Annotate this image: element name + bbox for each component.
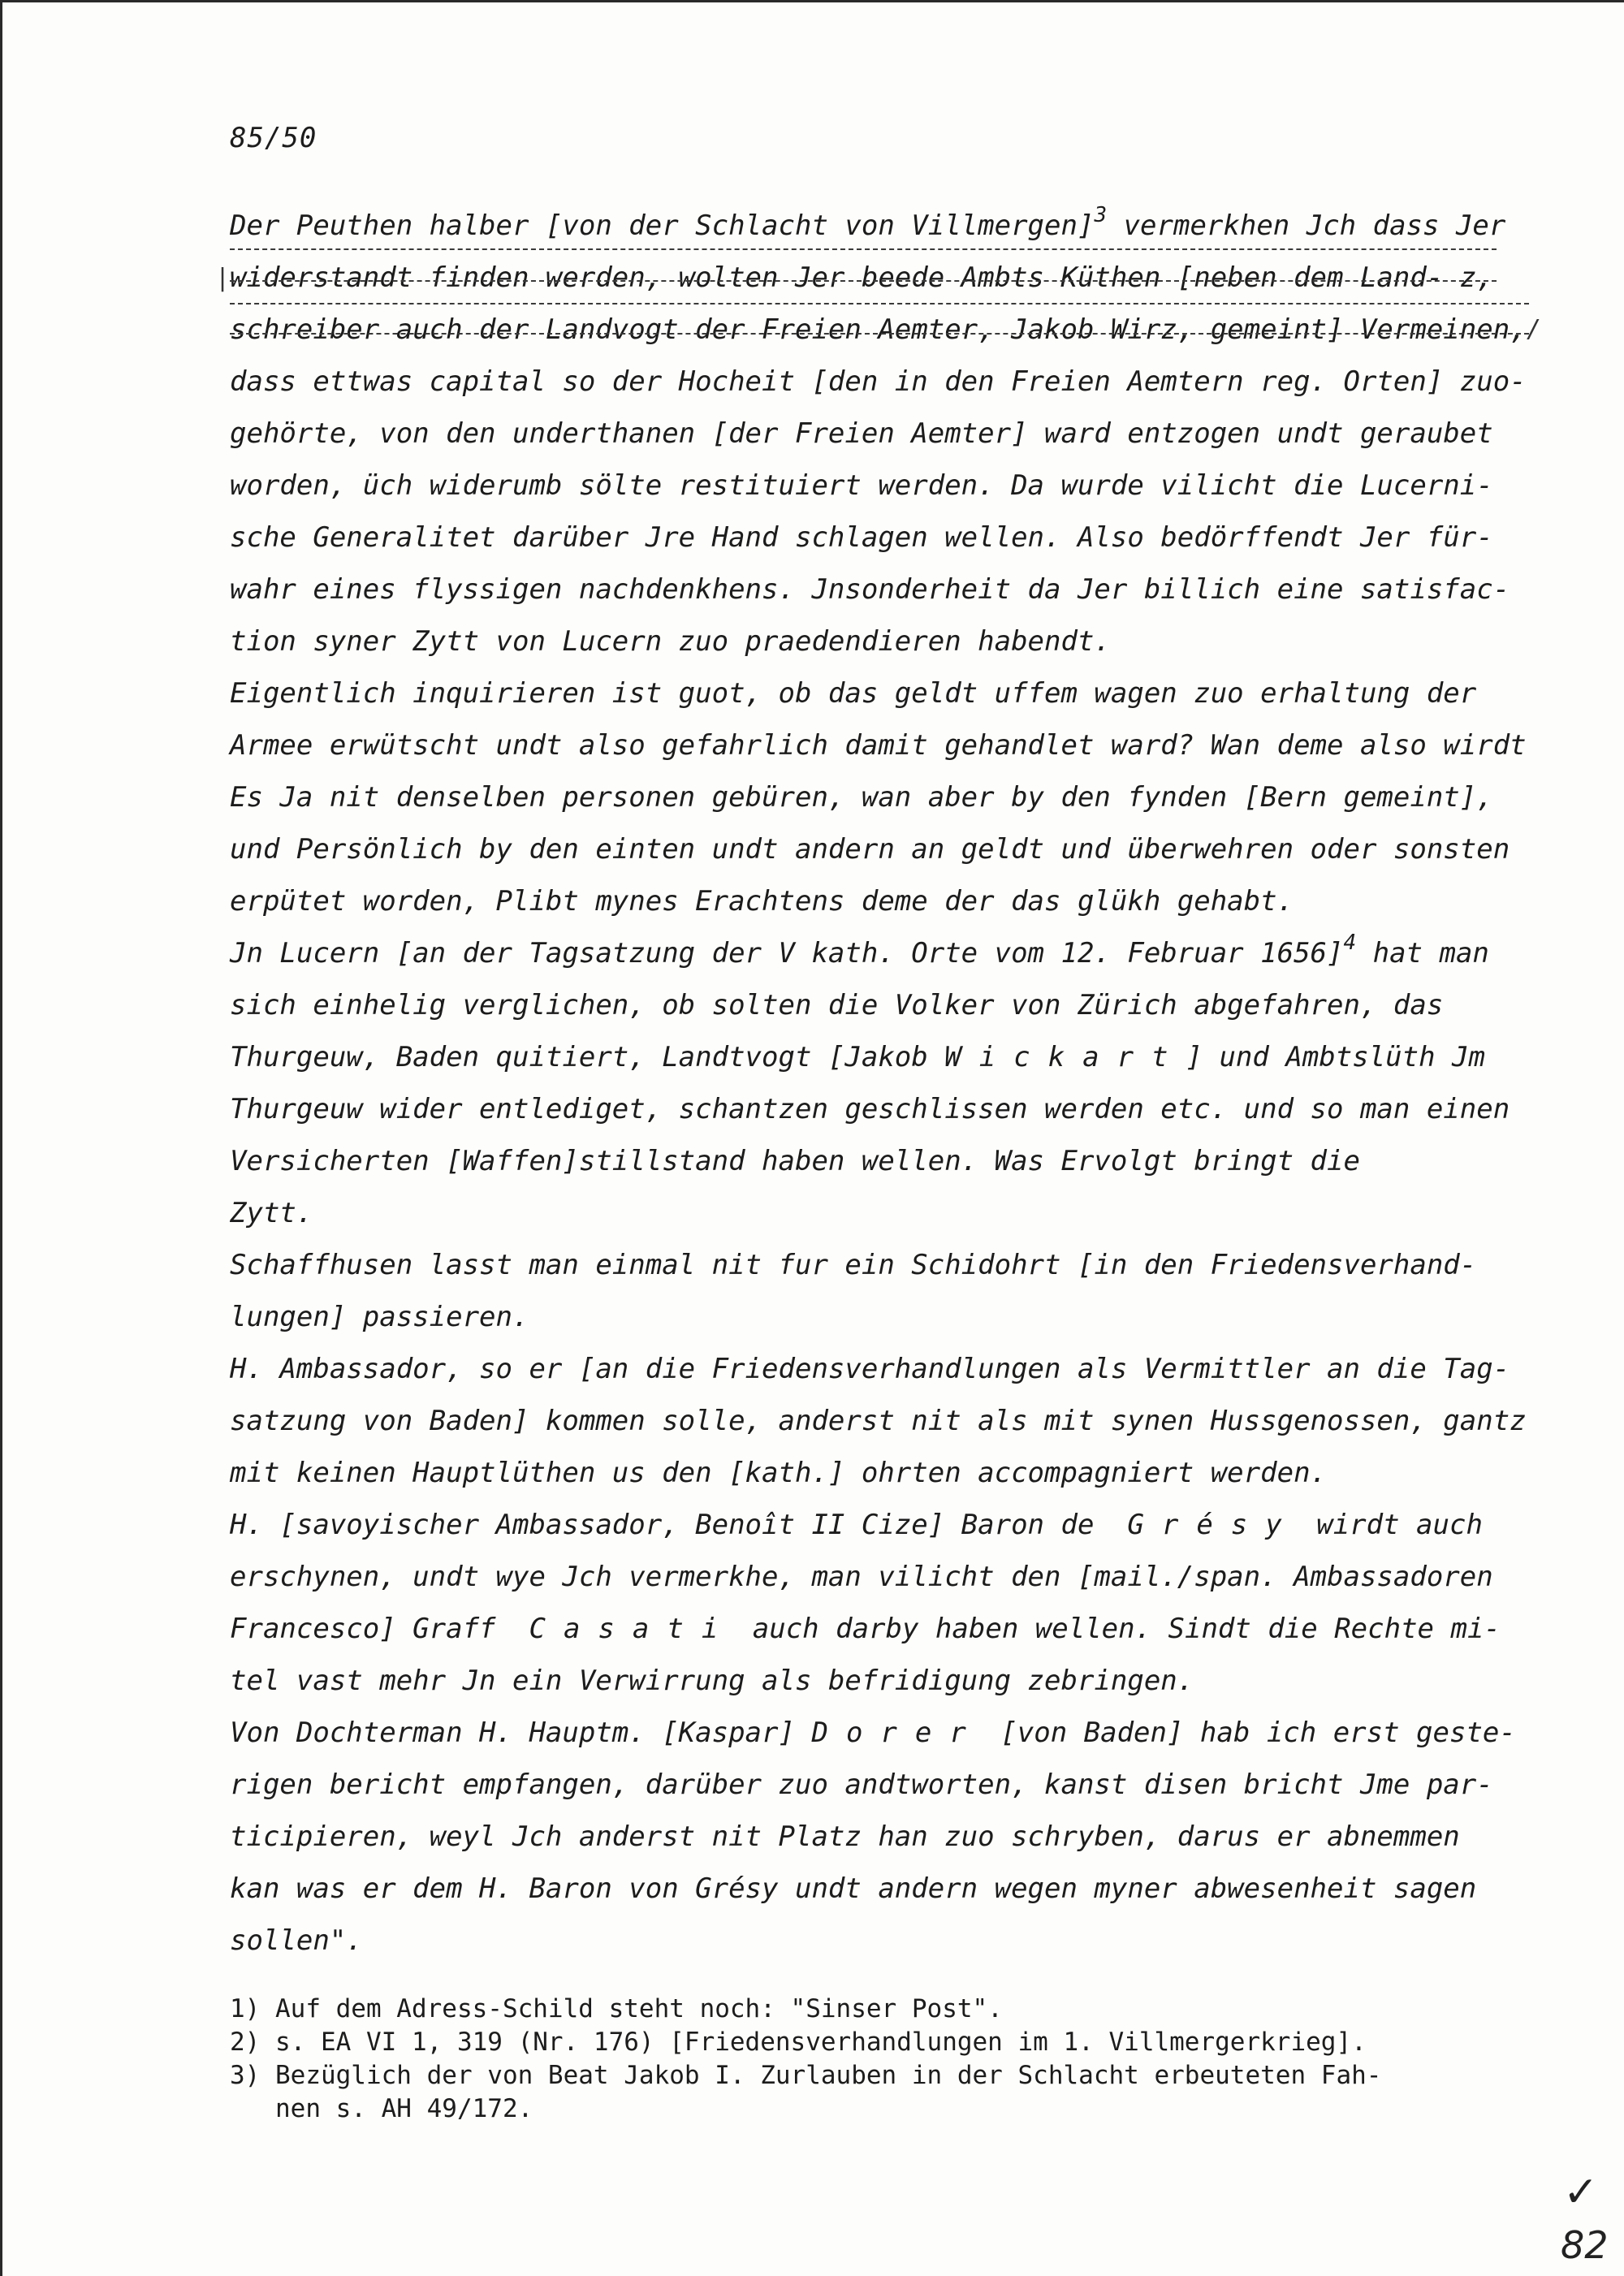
body-line: erpütet worden, Plibt mynes Erachtens deme der das glükh gehabt.: [230, 885, 1294, 918]
page-number: 85/50: [230, 122, 317, 154]
margin-bracket-left: |: [215, 264, 231, 292]
scan-edge-top: [0, 0, 1624, 2]
body-line: gehörte, von den underthanen [der Freien Aemter] ward entzogen undt geraubet: [230, 417, 1493, 450]
body-line: Es Ja nit denselben personen gebüren, wan aber by den fynden [Bern gemeint],: [230, 781, 1493, 814]
footnote: nen s. AH 49/172.: [230, 2094, 533, 2123]
body-line: wahr eines flyssigen nachdenkhens. Jnsonderheit da Jer billich eine satisfac-: [230, 573, 1510, 606]
body-line: mit keinen Hauptlüthen us den [kath.] ohrten accompagniert werden.: [230, 1457, 1328, 1489]
body-line: sche Generalitet darüber Jre Hand schlagen wellen. Also bedörffendt Jer für-: [230, 521, 1493, 554]
footnote: 3) Bezüglich der von Beat Jakob I. Zurlauben in der Schlacht erbeuteten Fah-: [230, 2061, 1382, 2090]
footnote: 2) s. EA VI 1, 319 (Nr. 176) [Friedensverhandlungen im 1. Villmergerkrieg].: [230, 2028, 1367, 2057]
body-line: H. Ambassador, so er [an die Friedensverhandlungen als Vermittler an die Tag-: [230, 1353, 1510, 1385]
body-line: satzung von Baden] kommen solle, anderst nit als mit synen Hussgenossen, gantz: [230, 1405, 1527, 1437]
body-line: schreiber auch der Landvogt der Freien Aemter, Jakob Wirz, gemeint] Vermeinen,: [230, 313, 1527, 346]
body-line: sich einhelig verglichen, ob solten die Volker von Zürich abgefahren, das: [230, 989, 1444, 1021]
body-line: lungen] passieren.: [230, 1301, 529, 1333]
body-line: kan was er dem H. Baron von Grésy undt andern wegen myner abwesenheit sagen: [230, 1872, 1477, 1905]
body-line: rigen bericht empfangen, darüber zuo andtworten, kanst disen bricht Jme par-: [230, 1769, 1493, 1801]
strike-mark: [230, 333, 1529, 335]
body-line: Thurgeuw wider entlediget, schantzen geschlissen werden etc. und so man einen: [230, 1093, 1510, 1125]
body-line: Zytt.: [230, 1197, 313, 1229]
body-line: erschynen, undt wye Jch vermerkhe, man vilicht den [mail./span. Ambassadoren: [230, 1561, 1493, 1593]
body-line: worden, üch widerumb sölte restituiert werden. Da wurde vilicht die Lucerni-: [230, 469, 1493, 502]
body-line: ticipieren, weyl Jch anderst nit Platz han zuo schryben, darus er abnemmen: [230, 1820, 1460, 1853]
checkmark-icon: ✓: [1563, 2168, 1599, 2217]
strike-mark: [230, 248, 1497, 250]
body-line: Jn Lucern [an der Tagsatzung der V kath. Orte vom 12. Februar 1656]$^4$ hat man: [230, 931, 1489, 970]
body-line: tel vast mehr Jn ein Verwirrung als befridigung zebringen.: [230, 1665, 1194, 1697]
body-line: Von Dochterman H. Hauptm. [Kaspar] Dorer [von Baden] hab ich erst geste-: [230, 1717, 1516, 1749]
body-line: widerstandt finden werden, wolten Jer beede Ambts Küthen [neben dem Land- z,: [230, 261, 1493, 294]
body-line: Thurgeuw, Baden quitiert, Landtvogt [Jakob Wickart] und Ambtslüth Jm: [230, 1041, 1485, 1073]
body-line: Francesco] Graff Casati auch darby haben wellen. Sindt die Rechte mi-: [230, 1613, 1501, 1645]
footnote: 1) Auf dem Adress-Schild steht noch: "Sinser Post".: [230, 1994, 1003, 2023]
body-line: H. [savoyischer Ambassador, Benoît II Cize] Baron de Grésy wirdt auch: [230, 1509, 1483, 1541]
scan-edge-left: [0, 0, 2, 2276]
body-line: und Persönlich by den einten undt andern an geldt und überwehren oder sonsten: [230, 833, 1510, 866]
strike-mark: [230, 303, 1529, 304]
body-line: Versicherten [Waffen]stillstand haben wellen. Was Ervolgt bringt die: [230, 1145, 1360, 1177]
body-line: Der Peuthen halber [von der Schlacht von Villmergen]$^3$ vermerkhen Jch dass Jer: [230, 203, 1506, 242]
strike-mark: [230, 280, 1497, 282]
body-line: dass ettwas capital so der Hocheit [den in den Freien Aemtern reg. Orten] zuo-: [230, 365, 1527, 398]
body-line: sollen".: [230, 1924, 363, 1957]
body-line: Armee erwütscht undt also gefahrlich damit gehandlet ward? Wan deme also wirdt: [230, 729, 1527, 762]
body-line: tion syner Zytt von Lucern zuo praedendieren habendt.: [230, 625, 1111, 658]
margin-bracket-right: /: [1527, 315, 1542, 343]
folio-number: 82: [1561, 2223, 1609, 2267]
body-line: Schaffhusen lasst man einmal nit fur ein Schidohrt [in den Friedensverhand-: [230, 1249, 1477, 1281]
body-line: Eigentlich inquirieren ist guot, ob das geldt uffem wagen zuo erhaltung der: [230, 677, 1477, 710]
